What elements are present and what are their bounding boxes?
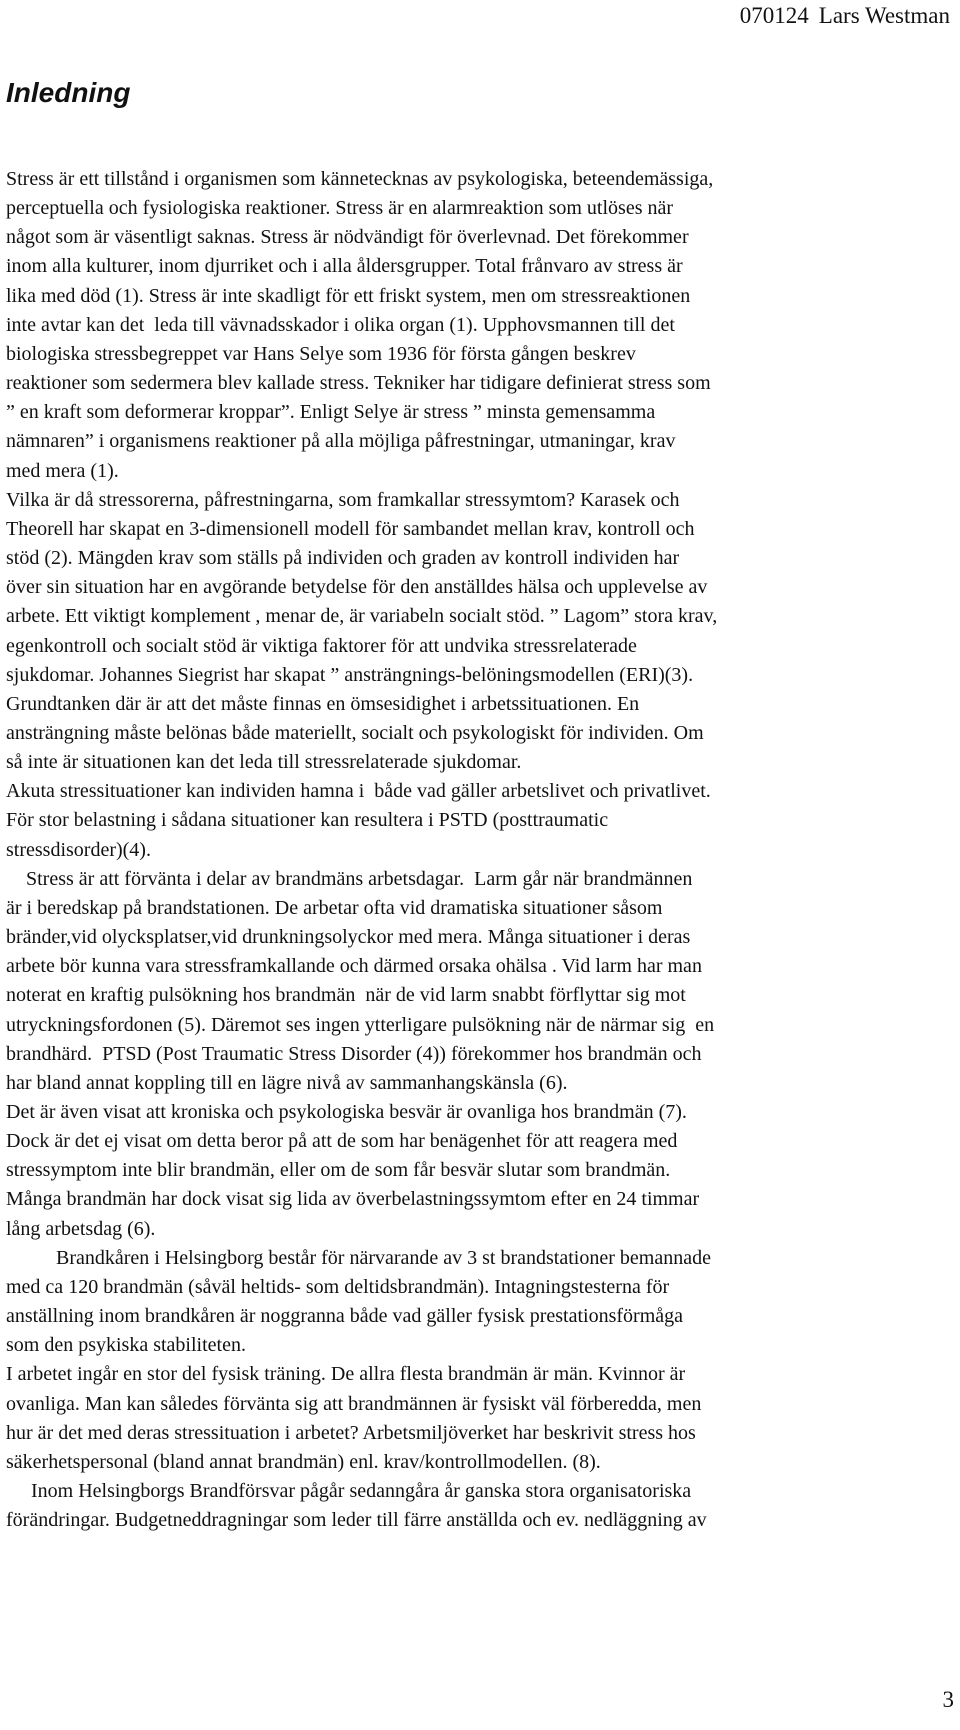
text-line: För stor belastning i sådana situationer kan resultera i PSTD (posttraumatic xyxy=(6,809,609,832)
text-line: stressdisorder)(4). xyxy=(6,838,151,861)
body-text xyxy=(6,165,936,1535)
text-line: Grundtanken där är att det måste finnas en ömsesidighet i arbetssituationen. En xyxy=(6,692,640,715)
text-line: bränder,vid olycksplatser,vid drunkningsolyckor med mera. Många situationer i deras xyxy=(6,926,691,949)
text-line: med ca 120 brandmän (såväl heltids- som deltidsbrandmän). Intagningstesterna för xyxy=(6,1275,670,1298)
text-line: lika med död (1). Stress är inte skadligt för ett friskt system, men om stressreaktionen xyxy=(6,284,691,307)
text-line: reaktioner som sedermera blev kallade stress. Tekniker har tidigare definierat stress som xyxy=(6,372,711,395)
text-line: Det är även visat att kroniska och psykologiska besvär är ovanliga hos brandmän (7). xyxy=(6,1101,687,1123)
text-line: biologiska stressbegreppet var Hans Selye som 1936 för första gången beskrev xyxy=(6,342,636,365)
text-line: över sin situation har en avgörande betydelse för den anställdes hälsa och upplevelse av xyxy=(6,576,708,599)
text-line: ovanliga. Man kan således förvänta sig att brandmännen är fysiskt väl förberedda, men xyxy=(6,1392,702,1415)
text-line: Stress är att förvänta i delar av brandmäns arbetsdagar. Larm går när brandmännen xyxy=(6,867,693,890)
text-line: Stress är ett tillstånd i organismen som kännetecknas av psykologiska, beteendemässiga, xyxy=(6,168,714,190)
header-author: Lars Westman xyxy=(818,3,950,28)
text-line: utryckningsfordonen (5). Däremot ses ingen ytterligare pulsökning när de närmar sig en xyxy=(6,1013,715,1036)
text-line: inte avtar kan det leda till vävnadsskador i olika organ (1). Upphovsmannen till det xyxy=(6,313,675,336)
text-line: arbete. Ett viktigt komplement , menar de, är variabeln socialt stöd. ” Lagom” stora krav, xyxy=(6,605,718,628)
text-line: I arbetet ingår en stor del fysisk träning. De allra flesta brandmän är män. Kvinnor är xyxy=(6,1363,686,1386)
text-line: Vilka är då stressorerna, påfrestningarna, som framkallar stressymtom? Karasek och xyxy=(6,488,680,511)
text-line: anställning inom brandkåren är noggranna både vad gäller fysisk prestationsförmåga xyxy=(6,1305,684,1328)
text-line: brandhärd. PTSD (Post Traumatic Stress Disorder (4)) förekommer hos brandmän och xyxy=(6,1042,702,1065)
header-date: 070124 xyxy=(739,3,809,28)
text-line: så inte är situationen kan det leda till stressrelaterade sjukdomar. xyxy=(6,751,522,774)
text-line: förändringar. Budgetneddragningar som leder till färre anställda och ev. nedläggning av xyxy=(6,1509,707,1532)
text-line: har bland annat koppling till en lägre nivå av sammanhangskänsla (6). xyxy=(6,1071,568,1094)
text-line: nämnaren” i organismens reaktioner på alla möjliga påfrestningar, utmaningar, krav xyxy=(6,430,676,453)
text-line: säkerhetspersonal (bland annat brandmän) enl. krav/kontrollmodellen. (8). xyxy=(6,1450,601,1473)
text-line: stöd (2). Mängden krav som ställs på individen och graden av kontroll individen har xyxy=(6,547,680,570)
text-line: lång arbetsdag (6). xyxy=(6,1217,156,1240)
text-line: Theorell har skapat en 3-dimensionell modell för sambandet mellan krav, kontroll och xyxy=(6,517,695,540)
text-line: Brandkåren i Helsingborg består för närvarande av 3 st brandstationer bemannade xyxy=(6,1246,711,1269)
text-line: är i beredskap på brandstationen. De arbetar ofta vid dramatiska situationer såsom xyxy=(6,896,663,919)
text-line: Många brandmän har dock visat sig lida av överbelastningssymtom efter en 24 timmar xyxy=(6,1188,700,1211)
text-line: Akuta stressituationer kan individen hamna i både vad gäller arbetslivet och privatlivet. xyxy=(6,780,711,803)
text-line: ansträngning måste belönas både materiellt, socialt och psykologiskt för individen. Om xyxy=(6,721,704,744)
text-line: stressymptom inte blir brandmän, eller om de som får besvär slutar som brandmän. xyxy=(6,1159,671,1182)
text-line: sjukdomar. Johannes Siegrist har skapat ” ansträngnings-belöningsmodellen (ERI)(3). xyxy=(6,663,694,686)
text-line: med mera (1). xyxy=(6,459,119,482)
text-line: något som är väsentligt saknas. Stress är nödvändigt för överlevnad. Det förekommer xyxy=(6,226,689,249)
text-line: perceptuella och fysiologiska reaktioner. Stress är en alarmreaktion som utlöses när xyxy=(6,197,674,220)
text-line: noterat en kraftig pulsökning hos brandmän när de vid larm snabbt förflyttar sig mot xyxy=(6,984,686,1007)
text-line: Inom Helsingborgs Brandförsvar pågår sedanngåra år ganska stora organisatoriska xyxy=(6,1480,692,1503)
text-line: Dock är det ej visat om detta beror på att de som har benägenhet för att reagera med xyxy=(6,1130,678,1153)
text-line: inom alla kulturer, inom djurriket och i alla åldersgrupper. Total frånvaro av stress är xyxy=(6,255,683,278)
text-line: ” en kraft som deformerar kroppar”. Enligt Selye är stress ” minsta gemensamma xyxy=(6,401,656,424)
text-line: egenkontroll och socialt stöd är viktiga faktorer för att undvika stressrelaterade xyxy=(6,634,637,657)
page-number: 3 xyxy=(942,1687,954,1712)
text-line: som den psykiska stabiliteten. xyxy=(6,1334,246,1357)
text-line: hur är det med deras stressituation i arbetet? Arbetsmiljöverket har beskrivit stress hos xyxy=(6,1421,696,1444)
page-header xyxy=(740,2,950,30)
text-line: arbete bör kunna vara stressframkallande och därmed orsaka ohälsa . Vid larm har man xyxy=(6,955,702,978)
section-title: Inledning xyxy=(6,77,131,108)
